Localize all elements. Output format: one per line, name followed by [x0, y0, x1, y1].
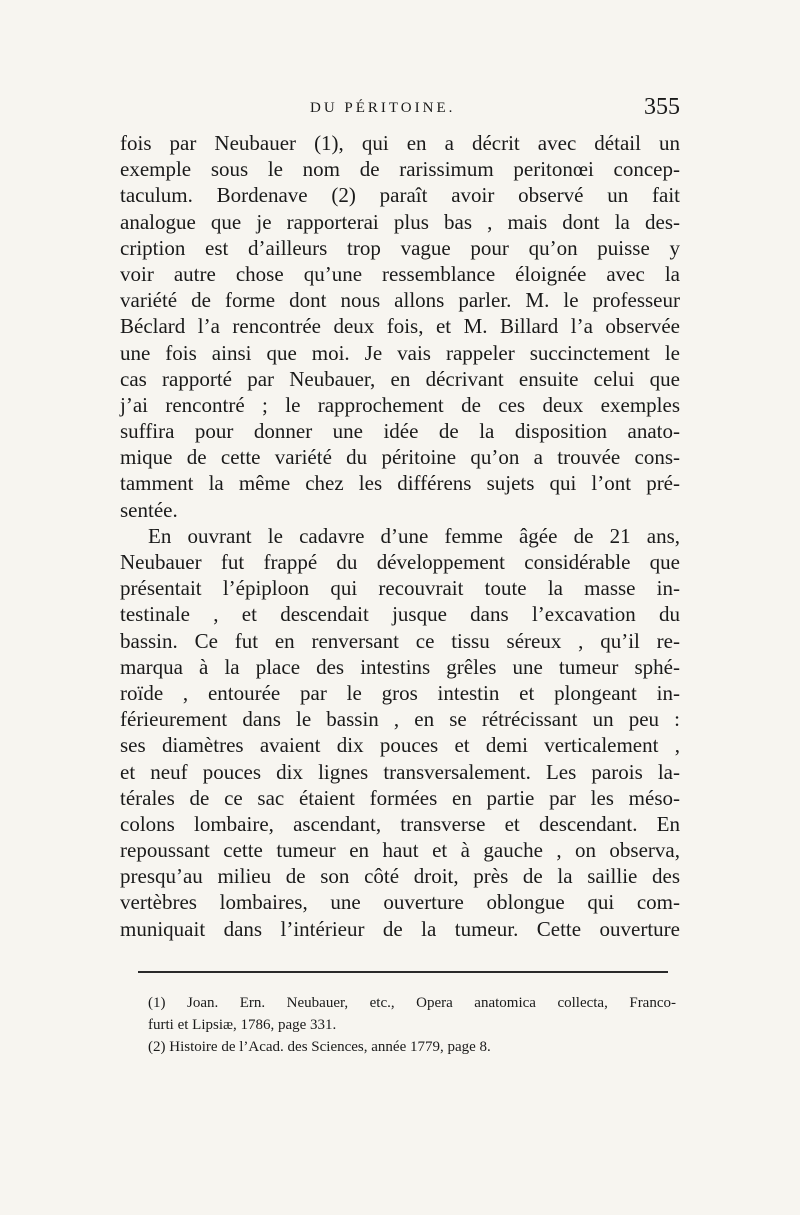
footnote-1-continued: furti et Lipsiæ, 1786, page 331.	[148, 1017, 337, 1033]
text-line: marqua à la place des intestins grêles une tumeur sphé-	[120, 654, 680, 679]
text-line: cription est d’ailleurs trop vague pour qu’on puisse y	[120, 235, 680, 260]
text-line: suffira pour donner une idée de la disposition anato-	[120, 419, 680, 444]
footnotes	[148, 992, 676, 1058]
text-line: sentée.	[120, 497, 178, 522]
text-line: mique de cette variété du péritoine qu’on a trouvée cons-	[120, 445, 680, 470]
text-line: Neubauer fut frappé du développement considérable que	[120, 550, 680, 574]
text-line: voir autre chose qu’une ressemblance éloignée avec la	[120, 261, 680, 286]
text-line: férieurement dans le bassin , en se rétrécissant un peu :	[120, 707, 680, 732]
body-text	[120, 130, 680, 942]
footnote-1: (1) Joan. Ern. Neubauer, etc., Opera anatomica collecta, Franco-	[148, 995, 676, 1011]
text-line: presqu’au milieu de son côté droit, près de la saillie des	[120, 864, 680, 889]
text-line: j’ai rencontré ; le rapprochement de ces deux exemples	[120, 392, 680, 417]
running-title: DU PÉRITOINE.	[310, 100, 456, 116]
page-number: 355	[644, 94, 680, 120]
text-line: tamment la même chez les différens sujets qui l’ont pré-	[120, 471, 680, 496]
text-line: muniquait dans l’intérieur de la tumeur. Cette ouverture	[120, 916, 680, 941]
text-line: une fois ainsi que moi. Je vais rappeler succinctement le	[120, 340, 680, 365]
text-line: repoussant cette tumeur en haut et à gauche , on observa,	[120, 838, 680, 863]
text-line: Béclard l’a rencontrée deux fois, et M. Billard l’a observée	[120, 314, 680, 339]
text-line: colons lombaire, ascendant, transverse et descendant. En	[120, 811, 680, 836]
running-head	[120, 94, 680, 128]
text-line: testinale , et descendait jusque dans l’excavation du	[120, 602, 680, 627]
text-line: variété de forme dont nous allons parler. M. le professeur	[120, 288, 680, 313]
text-line: cas rapporté par Neubauer, en décrivant ensuite celui que	[120, 366, 680, 391]
text-line: exemple sous le nom de rarissimum peritonœi concep-	[120, 157, 680, 182]
footnote-2: (2) Histoire de l’Acad. des Sciences, année 1779, page 8.	[148, 1039, 491, 1055]
text-line: térales de ce sac étaient formées en partie par les méso-	[120, 785, 680, 810]
text-line: analogue que je rapporterai plus bas , mais dont la des-	[120, 209, 680, 234]
text-line: et neuf pouces dix lignes transversalement. Les parois la-	[120, 759, 680, 784]
text-line: fois par Neubauer (1), qui en a décrit avec détail un	[120, 131, 680, 155]
text-line: bassin. Ce fut en renversant ce tissu séreux , qu’il re-	[120, 628, 680, 653]
text-line: taculum. Bordenave (2) paraît avoir observé un fait	[120, 183, 680, 208]
text-line: ses diamètres avaient dix pouces et demi verticalement ,	[120, 733, 680, 758]
text-line: présentait l’épiploon qui recouvrait toute la masse in-	[120, 576, 680, 601]
footnote-rule	[138, 971, 668, 973]
text-line: vertèbres lombaires, une ouverture oblongue qui com-	[120, 890, 680, 915]
text-line: roïde , entourée par le gros intestin et plongeant in-	[120, 680, 680, 705]
paragraph-start-line: En ouvrant le cadavre d’une femme âgée de 21 ans,	[148, 523, 680, 548]
